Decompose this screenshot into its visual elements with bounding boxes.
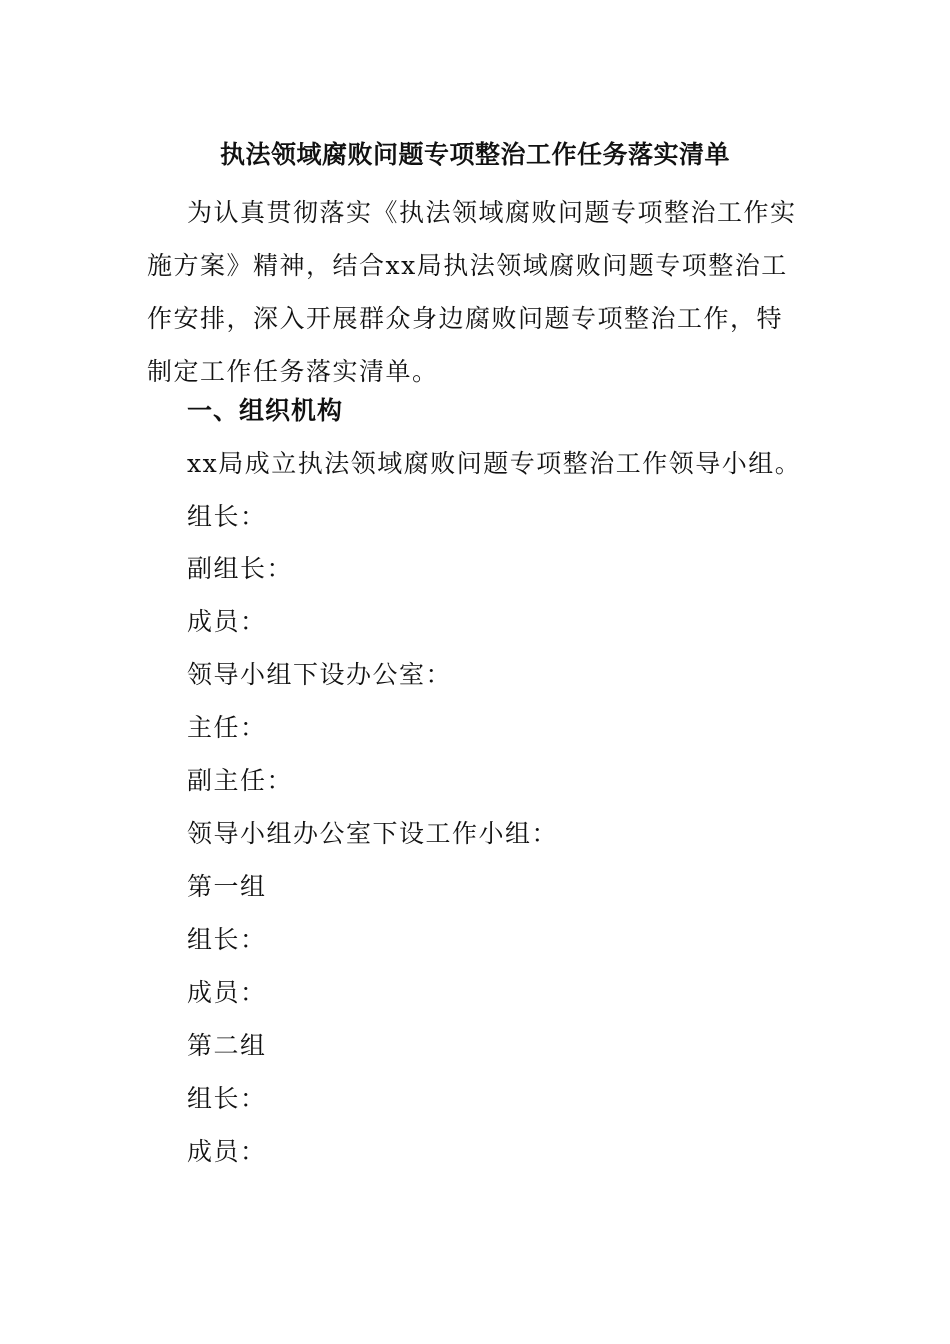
document-title: 执法领域腐败问题专项整治工作任务落实清单 xyxy=(219,140,730,169)
section-heading-organization: 一、组织机构 xyxy=(187,396,344,425)
text-line-director: 主任： xyxy=(187,713,267,742)
text-line-group-two-leader: 组长： xyxy=(187,1084,267,1113)
text-line-leader: 组长： xyxy=(187,502,267,531)
text-line-leading-group: xx局成立执法领域腐败问题专项整治工作领导小组。 xyxy=(187,449,802,478)
text-line-group-two: 第二组 xyxy=(187,1031,267,1060)
text-line-group-one-leader: 组长： xyxy=(187,925,267,954)
text-line-members: 成员： xyxy=(187,607,267,636)
text-line-group-one-members: 成员： xyxy=(187,978,267,1007)
text-line-deputy-leader: 副组长： xyxy=(187,554,294,583)
text-line-group-one: 第一组 xyxy=(187,872,267,901)
text-line-deputy-director: 副主任： xyxy=(187,766,294,795)
text-line-office: 领导小组下设办公室： xyxy=(187,660,453,689)
text-line-group-two-members: 成员： xyxy=(187,1137,267,1166)
intro-paragraph: 为认真贯彻落实《执法领域腐败问题专项整治工作实施方案》精神，结合xx局执法领域腐败问题专项整治工作安排，深入开展群众身边腐败问题专项整治工作，特制定工作任务落实清单。 xyxy=(147,198,797,386)
text-line-working-groups: 领导小组办公室下设工作小组： xyxy=(187,819,559,848)
